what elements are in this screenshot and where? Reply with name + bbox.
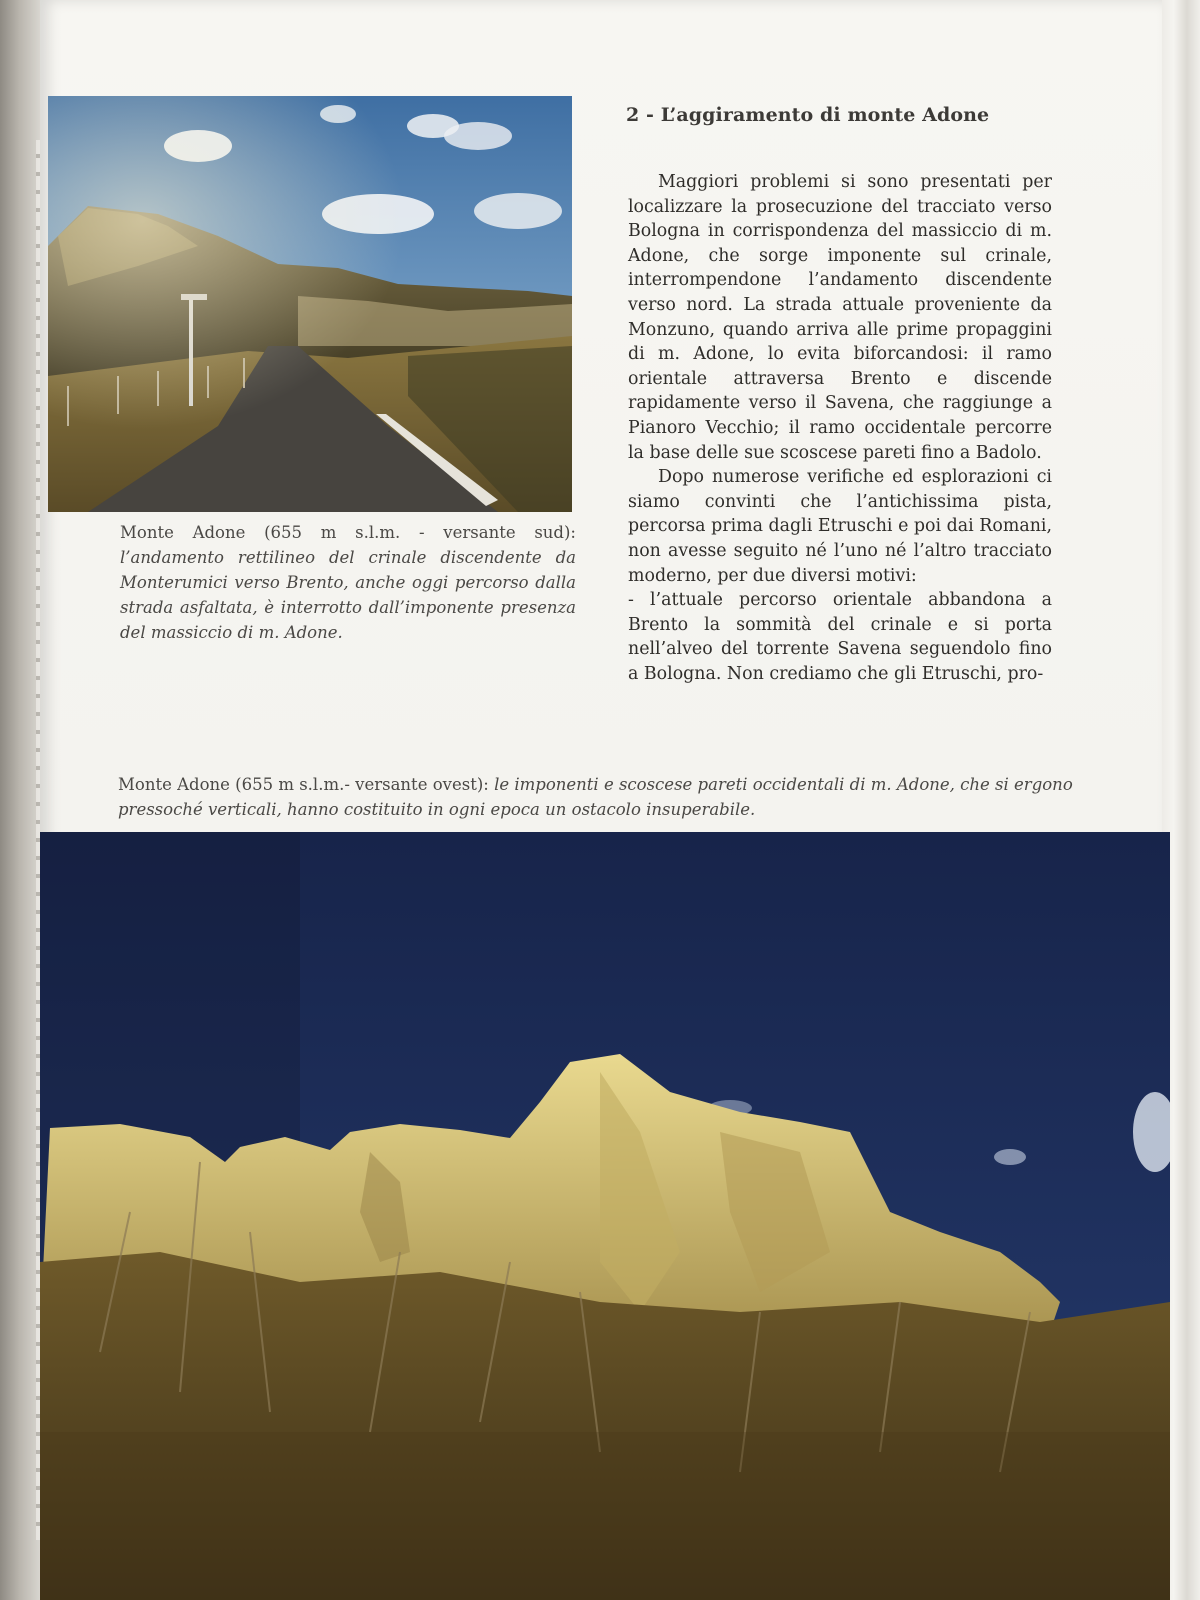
paragraph: Dopo numerose verifiche ed esplorazioni ci siamo convinti che l’antichissima pista, percorsa prima dagli Etruschi e poi dai Romani, non avesse seguito né l’uno né l’altro tracciato moderno, per due diversi motivi: xyxy=(628,467,1052,586)
caption-west-photo xyxy=(118,772,1118,822)
road-photo-illustration xyxy=(48,96,572,512)
caption-label: Monte Adone (655 m s.l.m. - versante sud): xyxy=(120,523,576,542)
caption-south-photo xyxy=(120,520,576,645)
section-title: 2 - L’aggiramento di monte Adone xyxy=(626,104,990,126)
body-text xyxy=(628,170,1052,686)
paragraph: - l’attuale percorso orientale abbandona a Brento la sommità del crinale e si porta nell’alveo del torrente Savena seguendolo fino a Bologna. Non crediamo che gli Etruschi, pro- xyxy=(628,590,1052,684)
photo-monte-adone-south xyxy=(48,96,572,512)
caption-text: le imponenti e scoscese pareti occidentali di m. Adone, che si ergono pressoché verticali, hanno costituito in ogni epoca un ostacolo insuperabile. xyxy=(118,775,1073,819)
caption-text: l’andamento rettilineo del crinale discendente da Monterumici verso Brento, anche oggi percorso dalla strada asfaltata, è interrotto dall’imponente presenza del massiccio di m. Adone. xyxy=(120,548,576,642)
cliff-photo-illustration xyxy=(40,832,1170,1600)
photo-monte-adone-west xyxy=(40,832,1170,1600)
paragraph: Maggiori problemi si sono presentati per localizzare la prosecuzione del tracciato verso Bologna in corrispondenza del massiccio di m. Adone, che sorge imponente sul crinale, interrompendone l’andamento discendente verso nord. La strada attuale proveniente da Monzuno, quando arriva alle prime propaggini di m. Adone, lo evita biforcandosi: il ramo orientale attraversa Brento e discende rapidamente verso il Savena, che raggiunge a Pianoro Vecchio; il ramo occidentale percorre la base delle sue scoscese pareti fino a Badolo. xyxy=(628,172,1052,463)
caption-label: Monte Adone (655 m s.l.m.- versante ovest): xyxy=(118,775,495,794)
